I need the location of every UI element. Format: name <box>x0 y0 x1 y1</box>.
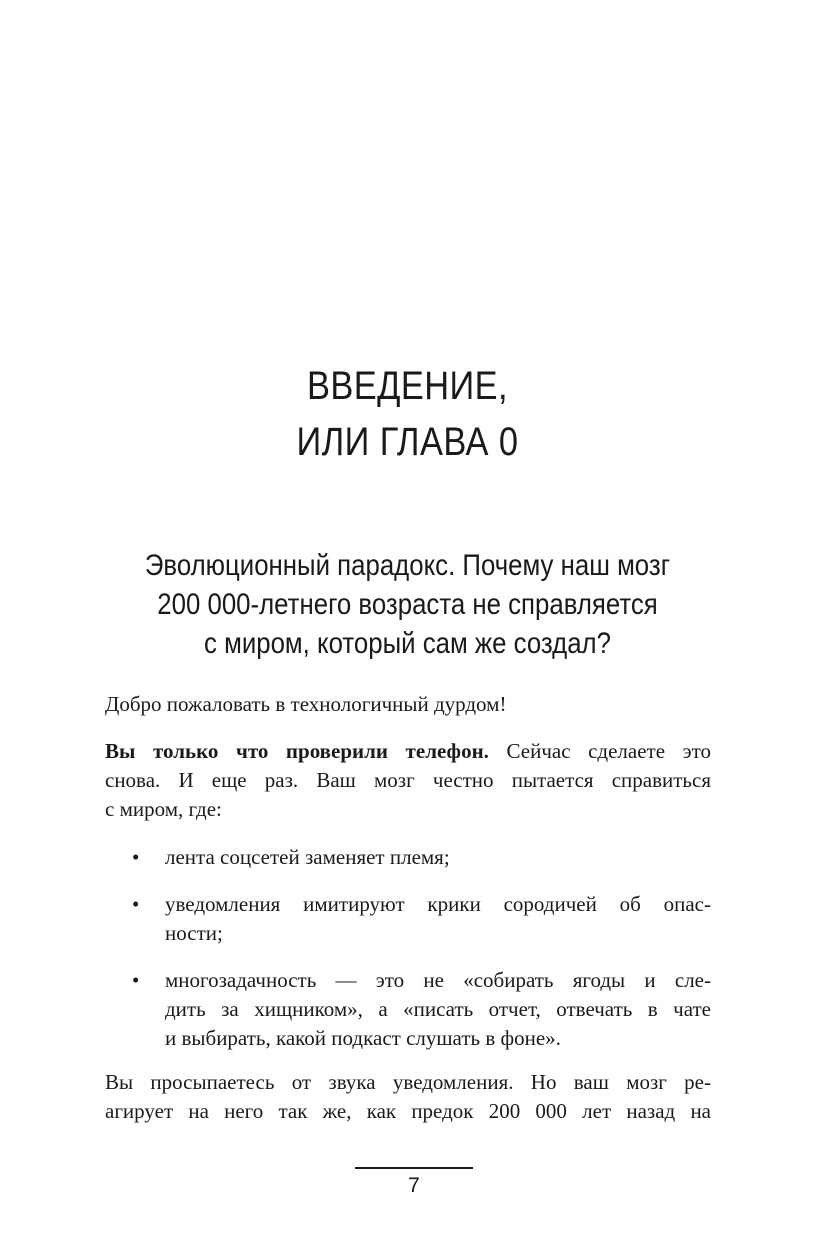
bullet-2-line-2: ности; <box>165 921 223 945</box>
bullet-icon: • <box>132 968 140 992</box>
chapter-subtitle <box>57 546 758 663</box>
subtitle-line-2: 200 000-летнего возраста не справляется <box>157 588 658 621</box>
paragraph-last-line-2: агирует на него так же, как предок 200 000 лет назад на <box>105 1099 711 1123</box>
bullet-3-line-1: многозадачность — это не «собирать ягоды и сле- <box>165 968 711 992</box>
list-item <box>105 843 711 872</box>
chapter-title-line-1: ВВЕДЕНИЕ, <box>306 364 509 408</box>
lead-rest: Сейчас сделаете это <box>488 739 711 763</box>
bullet-list <box>105 843 711 1071</box>
footer-rule <box>355 1167 473 1169</box>
bullet-2-line-1: уведомления имитируют крики сородичей об опас- <box>165 892 711 916</box>
paragraph-last-line-1: Вы просыпаетесь от звука уведомления. Но ваш мозг ре- <box>105 1070 711 1094</box>
bullet-1-line-1: лента соцсетей заменяет племя; <box>165 845 450 869</box>
page-number: 7 <box>408 1174 420 1197</box>
paragraph-second-line-2: снова. И еще раз. Ваш мозг честно пытается справиться <box>105 768 711 792</box>
list-item <box>105 890 711 948</box>
paragraph-second-line-3: с миром, где: <box>105 797 222 821</box>
paragraph-intro <box>105 690 711 719</box>
bullet-icon: • <box>132 892 140 916</box>
paragraph-last <box>105 1068 711 1126</box>
paragraph-second <box>105 737 711 824</box>
paragraph-second-line-1 <box>105 737 711 766</box>
bold-lead: Вы только что проверили телефон. <box>105 739 489 763</box>
bullet-3-line-2: дить за хищником», а «писать отчет, отвечать в чате <box>165 997 711 1021</box>
chapter-title-line-2: ИЛИ ГЛАВА 0 <box>296 420 519 464</box>
subtitle-line-1: Эволюционный парадокс. Почему наш мозг <box>144 549 671 582</box>
bullet-icon: • <box>132 845 140 869</box>
bullet-3-line-3: и выбирать, какой подкаст слушать в фоне». <box>165 1026 561 1050</box>
subtitle-line-3: с миром, который сам же создал? <box>204 627 611 660</box>
chapter-title <box>57 358 758 470</box>
intro-text: Добро пожаловать в технологичный дурдом! <box>105 692 507 716</box>
list-item <box>105 966 711 1053</box>
